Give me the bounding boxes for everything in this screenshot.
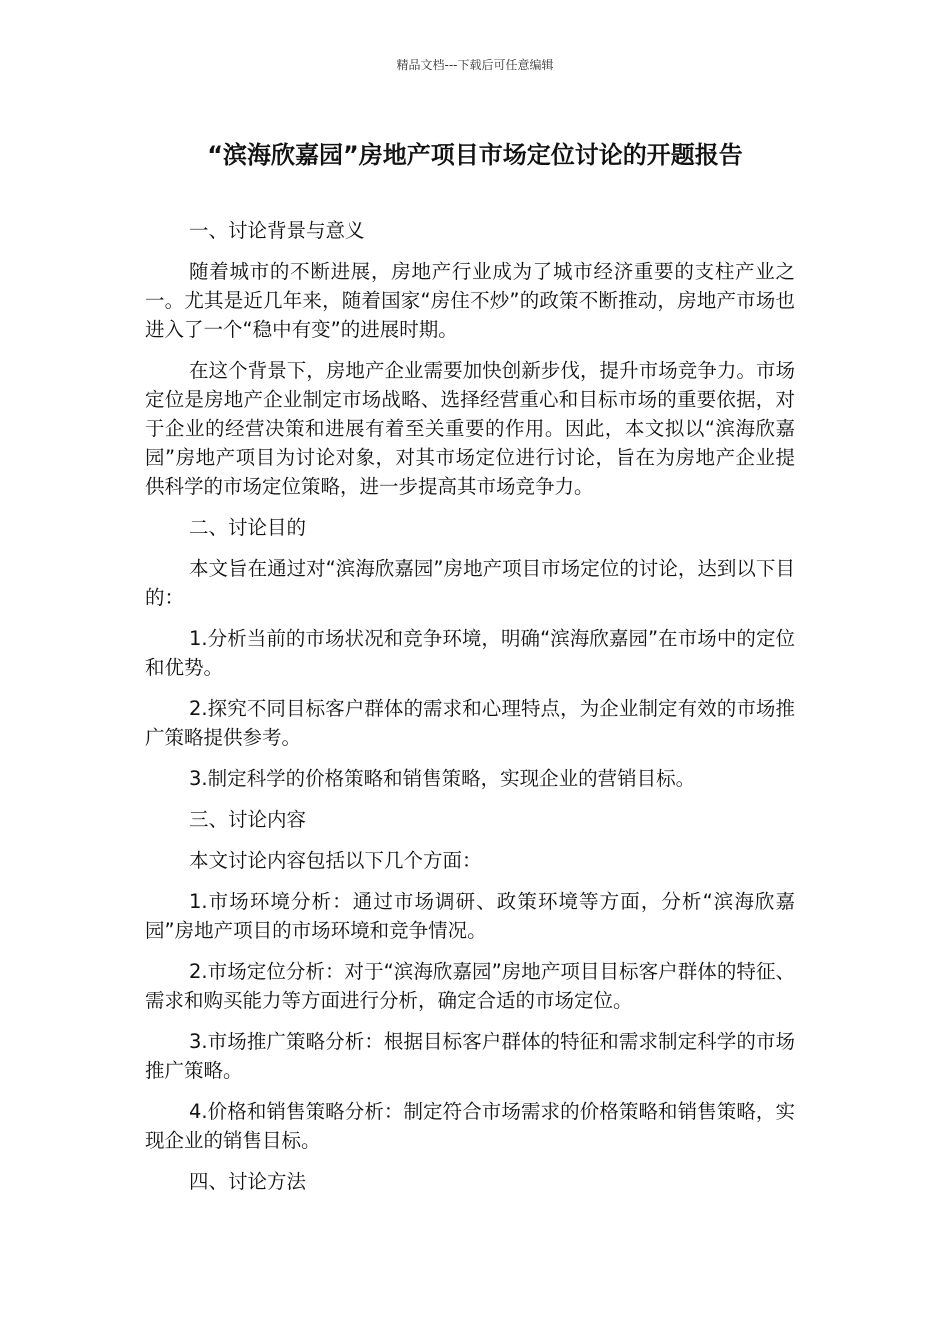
list-item-content-3: 3.市场推广策略分析：根据目标客户群体的特征和需求制定科学的市场推广策略。	[145, 1030, 795, 1082]
list-item-content-1: 1.市场环境分析：通过市场调研、政策环境等方面，分析“滨海欣嘉园”房地产项目的市场环境和竞争情况。	[145, 890, 795, 942]
paragraph-background-1: 随着城市的不断进展，房地产行业成为了城市经济重要的支柱产业之一。尤其是近几年来，随着国家“房住不炒”的政策不断推动，房地产市场也进入了一个“稳中有变”的进展时期。	[145, 260, 795, 341]
section-heading-content: 三、讨论内容	[189, 808, 307, 831]
list-item-purpose-3: 3.制定科学的价格策略和销售策略，实现企业的营销目标。	[189, 767, 696, 790]
list-item-content-2: 2.市场定位分析：对于“滨海欣嘉园”房地产项目目标客户群体的特征、需求和购买能力等方面进行分析，确定合适的市场定位。	[145, 960, 795, 1012]
section-heading-background: 一、讨论背景与意义	[189, 219, 365, 242]
page-header: 精品文档---下载后可任意编辑	[396, 58, 554, 72]
document-title: “滨海欣嘉园”房地产项目市场定位讨论的开题报告	[207, 141, 743, 169]
document-body	[145, 216, 795, 1208]
list-item-purpose-2: 2.探究不同目标客户群体的需求和心理特点，为企业制定有效的市场推广策略提供参考。	[145, 697, 795, 749]
paragraph-content-intro: 本文讨论内容包括以下几个方面：	[189, 849, 482, 872]
section-heading-purpose: 二、讨论目的	[189, 516, 307, 539]
paragraph-purpose-intro: 本文旨在通过对“滨海欣嘉园”房地产项目市场定位的讨论，达到以下目的：	[145, 557, 795, 609]
paragraph-background-2: 在这个背景下，房地产企业需要加快创新步伐，提升市场竞争力。市场定位是房地产企业制定市场战略、选择经营重心和目标市场的重要依据，对于企业的经营决策和进展有着至关重要的作用。因此，本文拟以“滨海欣嘉园”房地产项目为讨论对象，对其市场定位进行讨论，旨在为房地产企业提供科学的市场定位策略，进一步提高其市场竞争力。	[145, 359, 795, 498]
list-item-purpose-1: 1.分析当前的市场状况和竞争环境，明确“滨海欣嘉园”在市场中的定位和优势。	[145, 627, 795, 679]
section-heading-method: 四、讨论方法	[189, 1170, 307, 1193]
list-item-content-4: 4.价格和销售策略分析：制定符合市场需求的价格策略和销售策略，实现企业的销售目标。	[145, 1100, 795, 1152]
